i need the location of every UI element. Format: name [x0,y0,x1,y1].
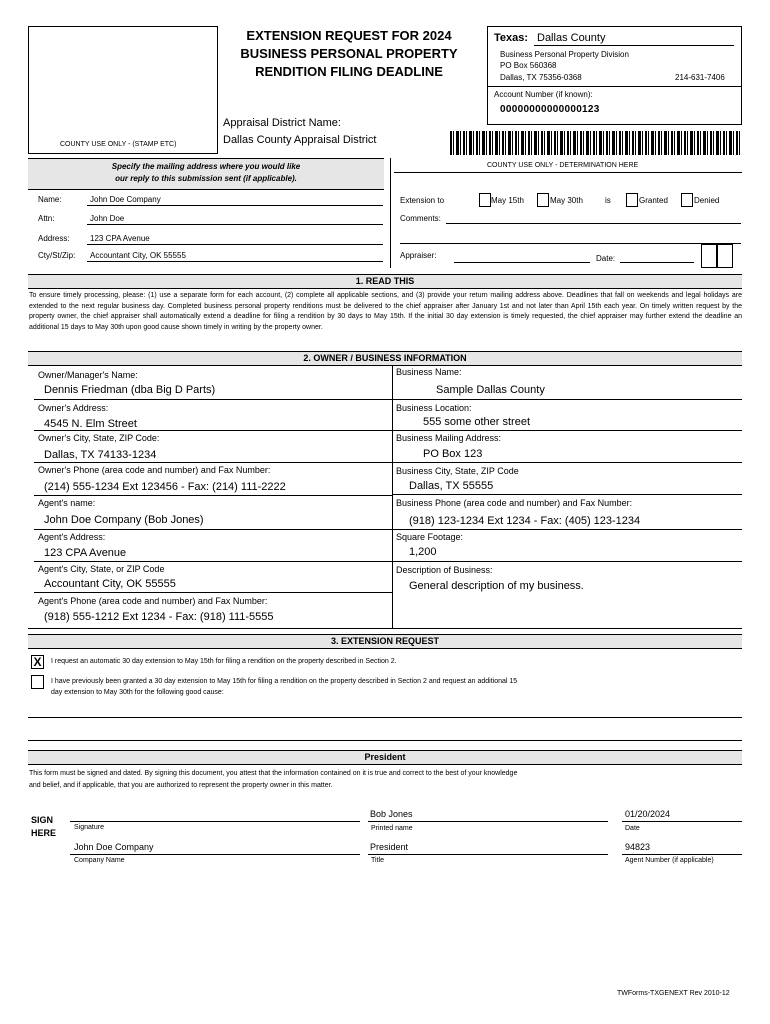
company-line [70,854,360,855]
agent-name-value[interactable]: John Doe Company (Bob Jones) [44,514,204,526]
mail-city-value[interactable]: Accountant City, OK 55555 [90,251,186,260]
agent-name-label: Agent's name: [38,498,96,508]
business-city-label: Business City, State, ZIP Code [396,466,519,476]
agent-city-value[interactable]: Accountant City, OK 55555 [44,578,176,590]
determination-header: COUNTY USE ONLY - DETERMINATION HERE [487,162,639,169]
district-name: Dallas County Appraisal District [223,134,377,146]
sign-here-label [31,814,56,840]
agent-number-value[interactable]: 94823 [625,842,651,852]
business-city-line [392,494,742,495]
initials-box-2[interactable] [717,244,733,268]
barcode [450,131,742,155]
owner-city-line [34,462,392,463]
denied-label: Denied [694,196,720,205]
mail-address-line [87,244,383,245]
header-divider [390,158,391,268]
square-footage-line [392,561,742,562]
signature-text-1: This form must be signed and dated. By signing this document, you attest that the information contained on it is true and correct to the best of your knowledge [29,770,518,777]
option1-text: I request an automatic 30 day extension to May 15th for filing a rendition on the property described in Section 2. [51,658,397,665]
checkmark: X [33,655,42,669]
additional-extension-checkbox[interactable] [31,675,44,689]
section3-bar: 3. EXTENSION REQUEST [28,634,742,649]
is-label: is [605,196,611,205]
section2-bar: 2. OWNER / BUSINESS INFORMATION [28,351,742,366]
mailing-instruction-2: our reply to this submission sent (if applicable). [115,174,297,183]
date-label: Date: [596,254,616,263]
may15-label: May 15th [491,196,524,205]
description-value[interactable]: General description of my business. [409,580,584,592]
sign-word: SIGN [31,815,54,825]
business-location-value[interactable]: 555 some other street [423,416,531,428]
agent-number-caption: Agent Number (if applicable) [625,857,714,864]
auto-extension-checkbox[interactable] [31,655,44,669]
agent-address-value[interactable]: 123 CPA Avenue [44,547,127,559]
date-line [620,262,694,263]
mail-city-label: Cty/St/Zip: [38,251,76,260]
comments-label: Comments: [400,214,441,223]
section4-bar: President [28,750,742,765]
owner-name-label: Owner/Manager's Name: [38,370,138,380]
business-location-label: Business Location: [396,403,472,413]
may30-checkbox[interactable] [537,193,549,207]
city-zip: Dallas, TX 75356-0368 [500,73,582,82]
good-cause-line-2 [28,740,742,741]
mail-attn-label: Attn: [38,214,55,223]
owner-phone-line [34,495,392,496]
business-mailing-label: Business Mailing Address: [396,433,502,443]
account-number: 00000000000000123 [500,104,600,115]
appraiser-line [454,262,590,263]
owner-name-line [34,399,392,400]
may30-label: May 30th [550,196,583,205]
sign-date-value[interactable]: 01/20/2024 [625,809,671,819]
county-name: Dallas County [537,32,606,44]
mail-address-label: Address: [38,234,70,243]
title-caption: Title [371,857,384,864]
extension-label: Extension to [400,196,445,205]
sign-date-line [622,821,742,822]
signature-caption: Signature [74,824,104,831]
form-title [224,27,474,81]
owner-phone-label: Owner's Phone (area code and number) and Fax Number: [38,465,271,475]
agent-number-line [622,854,742,855]
agent-city-label: Agent's City, State, or ZIP Code [38,564,165,574]
agent-city-line [34,592,392,593]
company-caption: Company Name [74,857,125,864]
agent-name-line [34,529,392,530]
owner-address-label: Owner's Address: [38,403,109,413]
mailing-instructions [28,158,384,189]
title-value[interactable]: President [370,842,409,852]
printed-name-value[interactable]: Bob Jones [370,809,413,819]
square-footage-label: Square Footage: [396,532,464,542]
option2-line-1: I have previously been granted a 30 day extension to May 15th for filing a rendition on the property described in Section 2 and request an additional 15 [51,678,518,685]
mailing-top-line [28,189,384,190]
owner-city-label: Owner's City, State, ZIP Code: [38,433,160,443]
company-value[interactable]: John Doe Company [74,842,154,852]
mail-city-line [87,261,383,262]
printed-name-line [368,821,608,822]
section2-divider [392,365,393,628]
granted-checkbox[interactable] [626,193,638,207]
business-phone-label: Business Phone (area code and number) and Fax Number: [396,498,633,508]
description-label: Description of Business: [396,565,493,575]
section1-bar: 1. READ THIS [28,274,742,289]
mail-name-label: Name: [38,195,62,204]
comments-line-1 [446,223,741,224]
comments-line-2 [400,243,741,244]
agent-address-line [34,561,392,562]
account-label: Account Number (if known): [494,90,593,99]
mail-name-line [87,205,383,206]
mail-name-value[interactable]: John Doe Company [90,195,161,204]
form-id: TWForms-TXGENEXT Rev 2010-12 [617,990,730,997]
title-line-2: BUSINESS PERSONAL PROPERTY [240,46,458,61]
owner-phone-value[interactable]: (214) 555-1234 Ext 123456 - Fax: (214) 111-2222 [44,481,286,493]
county-underline [534,45,734,46]
agent-address-label: Agent's Address: [38,532,106,542]
section2-bottom [28,628,742,629]
business-location-line [392,430,742,431]
district-phone: 214-631-7406 [675,73,725,82]
business-city-value[interactable]: Dallas, TX 55555 [409,480,494,492]
district-label: Appraisal District Name: [223,117,341,129]
state-label: Texas: [494,32,529,44]
may15-checkbox[interactable] [479,193,491,207]
granted-label: Granted [639,196,668,205]
business-phone-line [392,529,742,530]
signature-text-2: and belief, and if applicable, that you are authorized to represent the property owner in this matter. [29,782,333,789]
section1-text: To ensure timely processing, please: (1) use a separate form for each account, (2) complete all applicable sections, and (3) provide your return mailing address above. Deadlines that fall on weekends and legal holidays are extended to the next regular business day. Completed business personal property renditions must be delivered to the chief appraiser after January 1st and not later than April 15th each year. On timely written request by the property owner, the chief appraiser shall automatically extend a deadline for filing a rendition by 30 days to May 15th. If the initial 30 day extension is timely requested, the chief appraiser may further extend the deadline an additional 15 days to May 30th upon good cause shown timely in writing by the property owner. [29,292,742,331]
mail-address-value[interactable]: 123 CPA Avenue [90,234,150,243]
business-phone-value[interactable]: (918) 123-1234 Ext 1234 - Fax: (405) 123-1234 [409,515,641,527]
division-name: Business Personal Property Division [500,50,629,59]
title-line [368,854,608,855]
state-text: Texas [494,32,525,44]
mail-attn-value[interactable]: John Doe [90,214,125,223]
owner-name-value[interactable]: Dennis Friedman (dba Big D Parts) [44,384,216,396]
business-mailing-value[interactable]: PO Box 123 [423,448,483,460]
owner-address-line [34,430,392,431]
business-name-label: Business Name: [396,367,462,377]
county-stamp-box [28,26,218,154]
mailing-instruction-1: Specify the mailing address where you would like [111,162,301,171]
good-cause-line-1 [28,717,742,718]
initials-box-1[interactable] [701,244,717,268]
agent-phone-label: Agent's Phone (area code and number) and Fax Number: [38,596,268,606]
printed-name-caption: Printed name [371,825,413,832]
mail-attn-line [87,224,383,225]
business-name-value[interactable]: Sample Dallas County [436,384,545,396]
square-footage-value[interactable]: 1,200 [409,546,437,558]
po-box: PO Box 560368 [500,61,557,70]
agent-phone-value[interactable]: (918) 555-1212 Ext 1234 - Fax: (918) 111-5555 [44,611,274,623]
business-name-line [392,399,742,400]
title-line-3: RENDITION FILING DEADLINE [255,64,443,79]
signature-line [70,821,360,822]
business-mailing-line [392,462,742,463]
denied-checkbox[interactable] [681,193,693,207]
county-stamp-label: COUNTY USE ONLY - (STAMP ETC) [60,141,177,148]
appraiser-label: Appraiser: [400,251,437,260]
address-divider [487,86,742,87]
determination-line [394,172,742,173]
owner-address-value[interactable]: 4545 N. Elm Street [44,418,137,430]
sign-date-caption: Date [625,825,640,832]
option2-line-2: day extension to May 30th for the following good cause: [51,689,224,696]
here-word: HERE [31,828,57,838]
title-line-1: EXTENSION REQUEST FOR 2024 [246,28,452,43]
owner-city-value[interactable]: Dallas, TX 74133-1234 [44,449,157,461]
